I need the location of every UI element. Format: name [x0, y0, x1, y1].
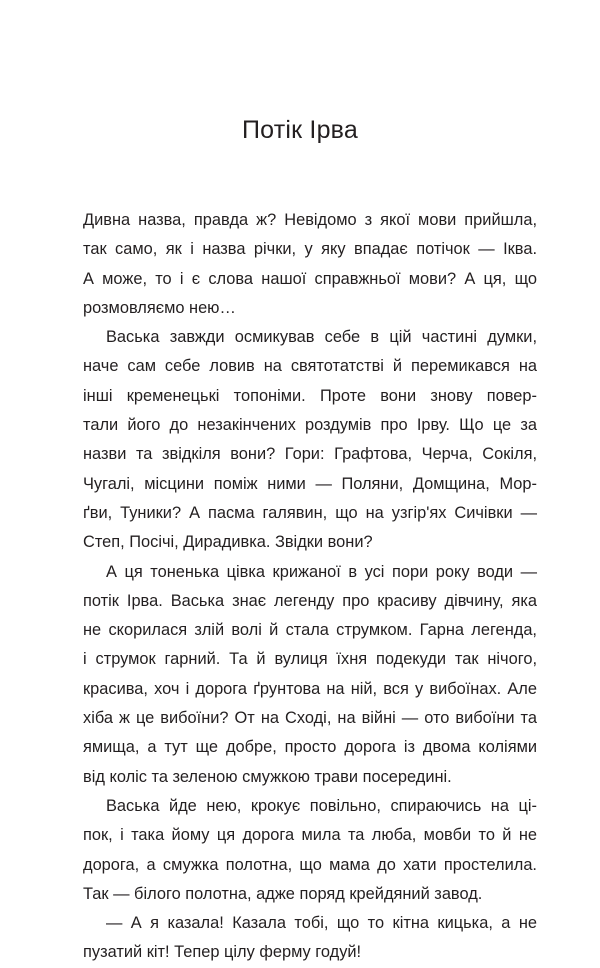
text-line: Васька йде нею, крокує повільно, спираючись на ці- — [106, 796, 537, 815]
text-line: Так — білого полотна, адже поряд крейдяний завод. — [83, 884, 483, 903]
chapter-title: Потік Ірва — [242, 116, 358, 144]
text-line: інші кременецькі топоніми. Проте вони знову повер- — [83, 386, 537, 405]
text-line: пузатий кіт! Тепер цілу ферму годуй! — [83, 943, 362, 962]
text-line: Чугалі, місцини поміж ними — Поляни, Домщина, Мор- — [83, 474, 537, 493]
text-line: А ця тоненька цівка крижаної в усі пори року води — — [106, 562, 537, 581]
text-line: потік Ірва. Васька знає легенду про красиву дівчину, яка — [83, 591, 537, 610]
text-line: ґви, Туники? А пасма галявин, що на узгір'ях Сичівки — — [83, 503, 537, 522]
text-line: тали його до незакінчених роздумів про Ірву. Що це за — [83, 416, 537, 435]
text-line: так само, як і назва річки, у яку впадає потічок — Іква. — [83, 240, 537, 259]
text-line: Васька завжди осмикував себе в цій частині думки, — [106, 328, 537, 347]
text-line: красива, хоч і дорога ґрунтова на ній, вся у вибоїнах. Але — [83, 679, 537, 698]
text-line: ямища, а тут ще добре, просто дорога із двома коліями — [83, 738, 537, 757]
text-line: хіба ж це вибоїни? От на Сході, на війні — ото вибоїни та — [83, 709, 537, 728]
chapter-body-text — [83, 206, 537, 968]
text-line: від коліс та зеленою смужкою трави посередині. — [83, 767, 452, 786]
text-line: Степ, Посічі, Дирадивка. Звідки вони? — [83, 533, 373, 552]
text-line: не скорилася злій волі й стала струмком. Гарна легенда, — [83, 621, 537, 640]
text-line: А може, то і є слова нашої справжньої мови? А ця, що — [83, 269, 537, 288]
text-line: наче сам себе ловив на святотатстві й перемикався на — [83, 357, 537, 376]
text-line: і струмок гарний. Та й вулиця їхня подекуди так нічого, — [83, 650, 537, 669]
text-line: пок, і така йому ця дорога мила та люба, мовби то й не — [83, 826, 537, 845]
text-line: назви та звідкіля вони? Гори: Графтова, Черча, Сокіля, — [83, 445, 537, 464]
text-line: Дивна назва, правда ж? Невідомо з якої мови прийшла, — [83, 211, 537, 229]
text-line: розмовляємо нею… — [83, 298, 236, 317]
text-line: дорога, а смужка полотна, що мама до хати простелила. — [83, 855, 537, 874]
text-line: — А я казала! Казала тобі, що то кітна кицька, а не — [106, 914, 537, 933]
